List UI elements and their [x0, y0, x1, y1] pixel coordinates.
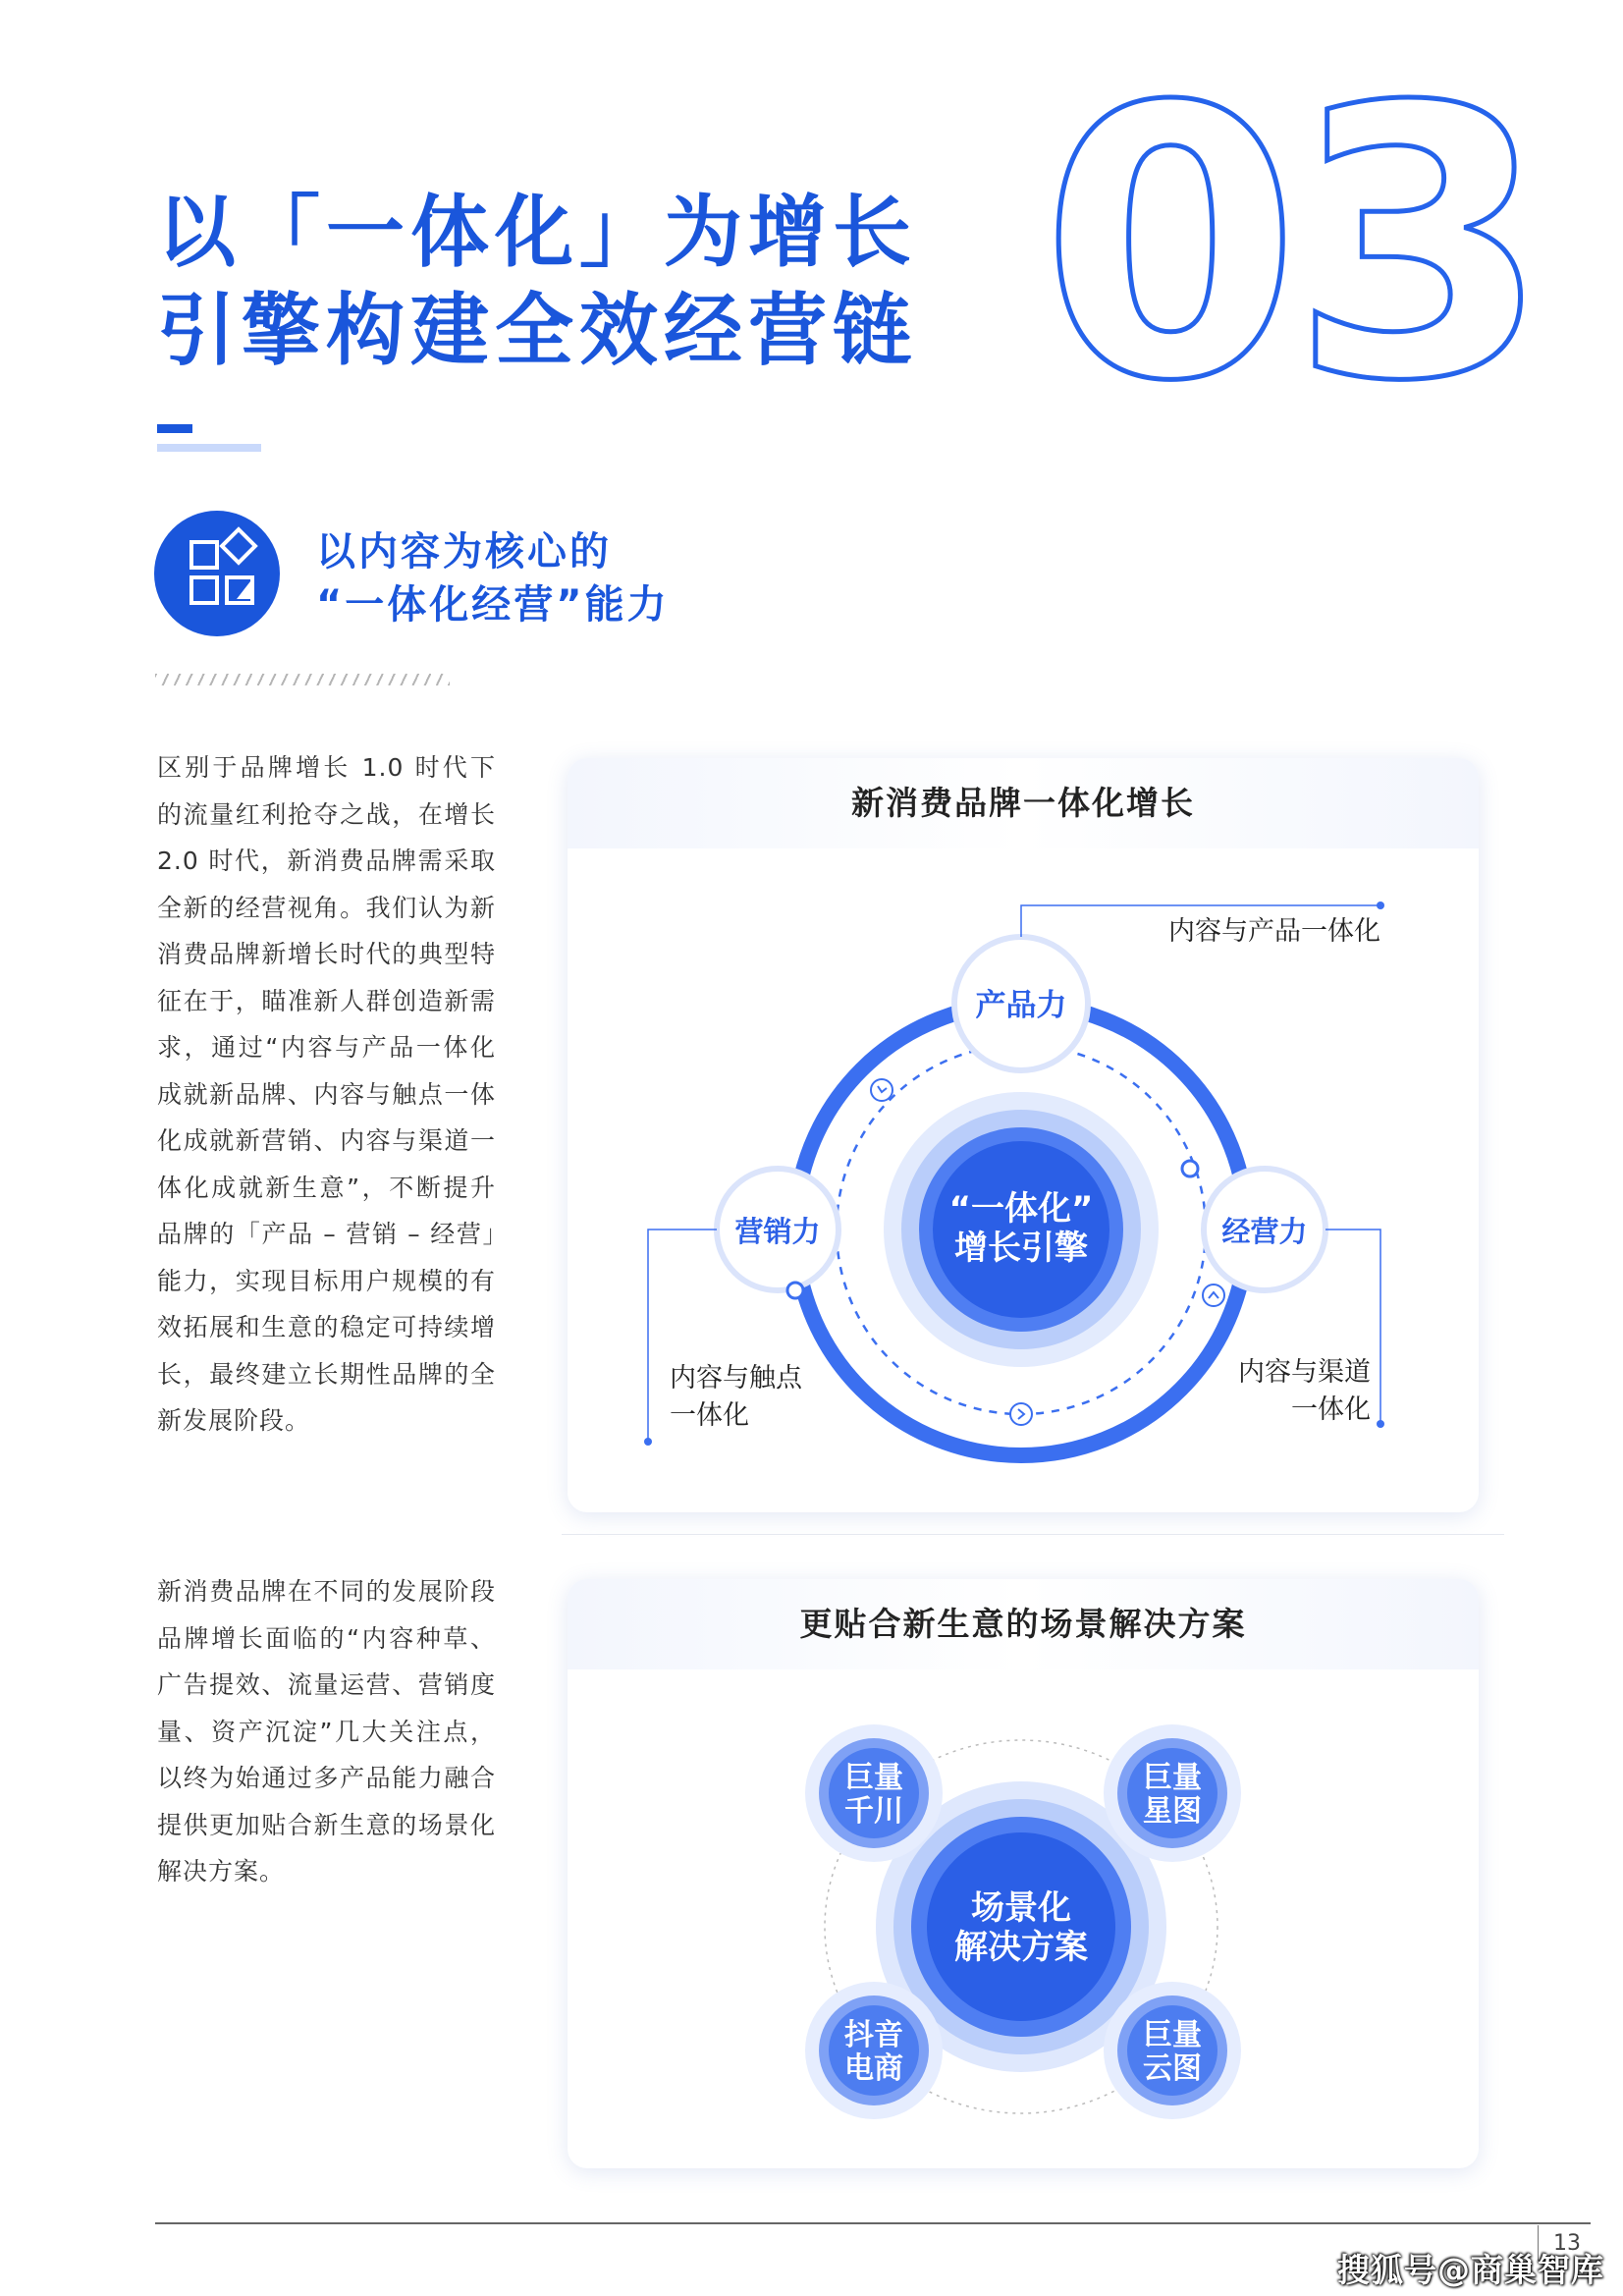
grid-squares-icon: [154, 511, 280, 636]
footer-rule: [155, 2222, 1591, 2224]
growth-engine-diagram: [568, 758, 1479, 1512]
arrow-marker-icon: [1010, 1403, 1032, 1425]
engine-center-line-1: “一体化”: [948, 1189, 1094, 1229]
scenario-solution-card-title: 更贴合新生意的场景解决方案: [568, 1579, 1479, 1669]
hatch-divider: [155, 674, 450, 685]
section-icon-badge: [154, 511, 280, 636]
arrow-marker-icon: [1203, 1285, 1224, 1306]
card-divider: [562, 1534, 1504, 1535]
label-content-touchpoint-1: 内容与触点: [670, 1363, 802, 1394]
node-xingtu-line-2: 星图: [1143, 1794, 1202, 1829]
arrow-marker-icon: [871, 1079, 893, 1101]
node-product-label: 产品力: [975, 988, 1067, 1023]
node-marketing-label: 营销力: [734, 1215, 821, 1248]
paragraph-2: 新消费品牌在不同的发展阶段品牌增长面临的“内容种草、广告提效、流量运营、营销度量、资产沉淀”几大关注点，以终为始通过多产品能力融合提供更加贴合新生意的场景化解决方案。: [157, 1577, 496, 1886]
growth-engine-card-title: 新消费品牌一体化增长: [568, 758, 1479, 848]
page-title-line-1: 以「一体化」为增长: [157, 187, 917, 278]
page-number: 13: [1553, 2231, 1581, 2256]
label-content-product: 内容与产品一体化: [1168, 916, 1380, 947]
label-content-touchpoint-2: 一体化: [670, 1400, 749, 1431]
scenario-solution-diagram: [568, 1579, 1479, 2168]
node-xingtu-line-1: 巨量: [1143, 1761, 1202, 1795]
growth-engine-card: [568, 758, 1479, 1512]
section-title-line-1: 以内容为核心的: [316, 529, 612, 574]
node-douyin-line-1: 抖音: [844, 2018, 903, 2052]
node-douyin-line-2: 电商: [844, 2051, 903, 2086]
title-underline-light: [157, 444, 261, 452]
label-content-channel-1: 内容与渠道: [1238, 1357, 1371, 1388]
title-underline-dark: [157, 424, 192, 433]
scenario-center-line-1: 场景化: [971, 1888, 1071, 1928]
watermark: 搜狐号@商巢智库: [1337, 2251, 1604, 2289]
node-yuntu-line-2: 云图: [1143, 2051, 1202, 2086]
label-content-channel-2: 一体化: [1291, 1394, 1371, 1425]
paragraph-1: 区别于品牌增长 1.0 时代下的流量红利抢夺之战，在增长 2.0 时代，新消费品牌需采取全新的经营视角。我们认为新消费品牌新增长时代的典型特征在于，瞄准新人群创造新需求，通过“内容与产品一体化成就新品牌、内容与触点一体化成就新营销、内容与渠道一体化成就新生意”，不断提升品牌的「产品 – 营销 – 经营」能力，实现目标用户规模的有效拓展和生意的稳定可持续增长，最终建立长期性品牌的全新发展阶段。: [157, 753, 496, 1435]
scenario-solution-card: [568, 1579, 1479, 2168]
page-title-line-2: 引擎构建全效经营链: [157, 285, 917, 376]
node-qianchuan-line-1: 巨量: [844, 1761, 903, 1795]
section-title-line-2: “一体化经营”能力: [316, 582, 670, 628]
engine-center-line-2: 增长引擎: [954, 1229, 1088, 1268]
node-qianchuan-line-2: 千川: [844, 1794, 903, 1829]
node-operation-label: 经营力: [1221, 1215, 1308, 1248]
node-yuntu-line-1: 巨量: [1143, 2018, 1202, 2052]
scenario-center-line-2: 解决方案: [954, 1928, 1088, 1967]
chapter-number: 03: [1041, 27, 1541, 463]
